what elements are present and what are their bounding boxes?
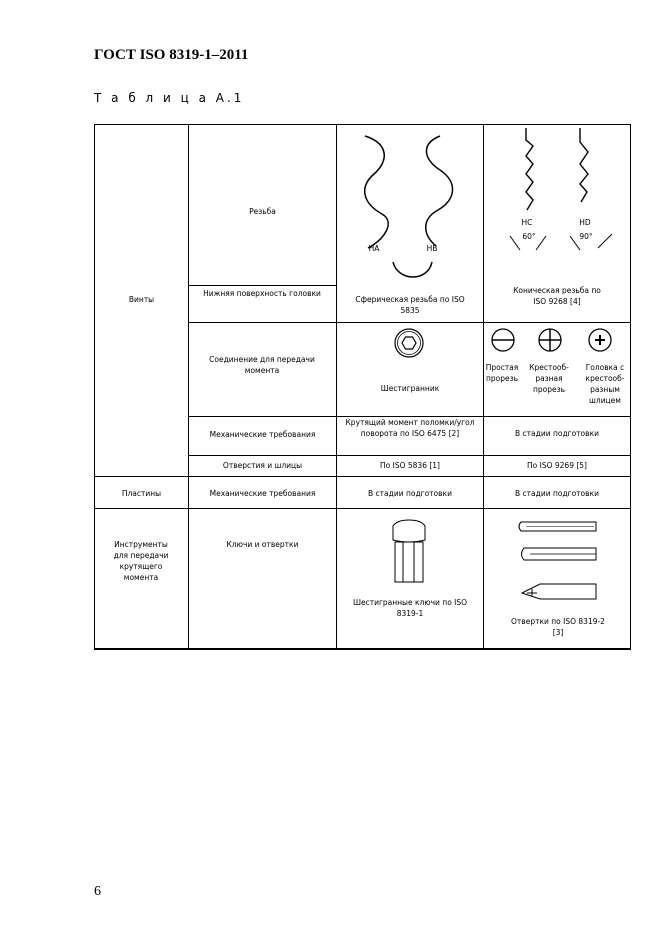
hex-key-icon [392,520,426,584]
cell-thread: Резьба [249,207,276,216]
plain-slot-icon [490,327,516,353]
table-caption: Т а б л и ц а А.1 [94,91,245,105]
label-hd: HD [579,218,591,227]
cell-hexagon: Шестигранник [380,384,440,393]
cross-recess-icon [587,327,613,353]
cell-plates-col4: В стадии подготовки [515,489,599,498]
conical-caption: Коническая резьба по ISO 9268 [4] [513,286,601,306]
page-number: 6 [94,884,101,899]
document-header: ГОСТ ISO 8319-1–2011 [94,47,249,63]
cell-in-preparation: В стадии подготовки [515,429,599,438]
cell-torque-text: Крутящий момент поломки/угол поворота по ISO 6475 [2] [345,418,475,438]
cell-plates-col3: В стадии подготовки [368,489,452,498]
cell-holes-slots: Отверстия и шлицы [222,461,303,470]
label-ha: HA [368,244,380,253]
label-90deg: 90° [579,232,593,241]
label-60deg: 60° [522,232,536,241]
cell-mechanical-plates: Механические требования [209,489,316,498]
cell-slot-plain: Простая прорезь [485,363,519,383]
screwdrivers-caption: Отвертки по ISO 8319-2 [3] [511,617,605,637]
label-hc: HC [521,218,533,227]
screwdrivers-icon [516,519,598,605]
cell-slot-cross-head: Головка с крестооб-разным шлицем [585,363,625,405]
category-screws: Винты [128,295,155,304]
cell-keys-drivers: Ключи и отвертки [226,540,299,549]
category-tools: Инструменты для передачи крутящего момента [113,540,169,582]
cell-mechanical-screws: Механические требования [209,430,316,439]
cell-iso5836: По ISO 5836 [1] [380,461,440,470]
cell-slot-cross: Крестооб-разная прорезь [529,363,569,394]
cell-head-underside: Нижняя поверхность головки [203,289,321,298]
hex-keys-caption: Шестигранные ключи по ISO 8319-1 [352,598,468,618]
hexagon-socket-icon [393,327,425,359]
label-hb: HB [426,244,438,253]
spherical-thread-icon [350,130,470,285]
cell-iso9269: По ISO 9269 [5] [527,461,587,470]
cell-torque-connection: Соединение для передачи момента [209,355,315,375]
cross-slot-icon [537,327,563,353]
category-plates: Пластины [121,489,162,498]
spherical-caption: Сферическая резьба по ISO 5835 [355,295,465,315]
